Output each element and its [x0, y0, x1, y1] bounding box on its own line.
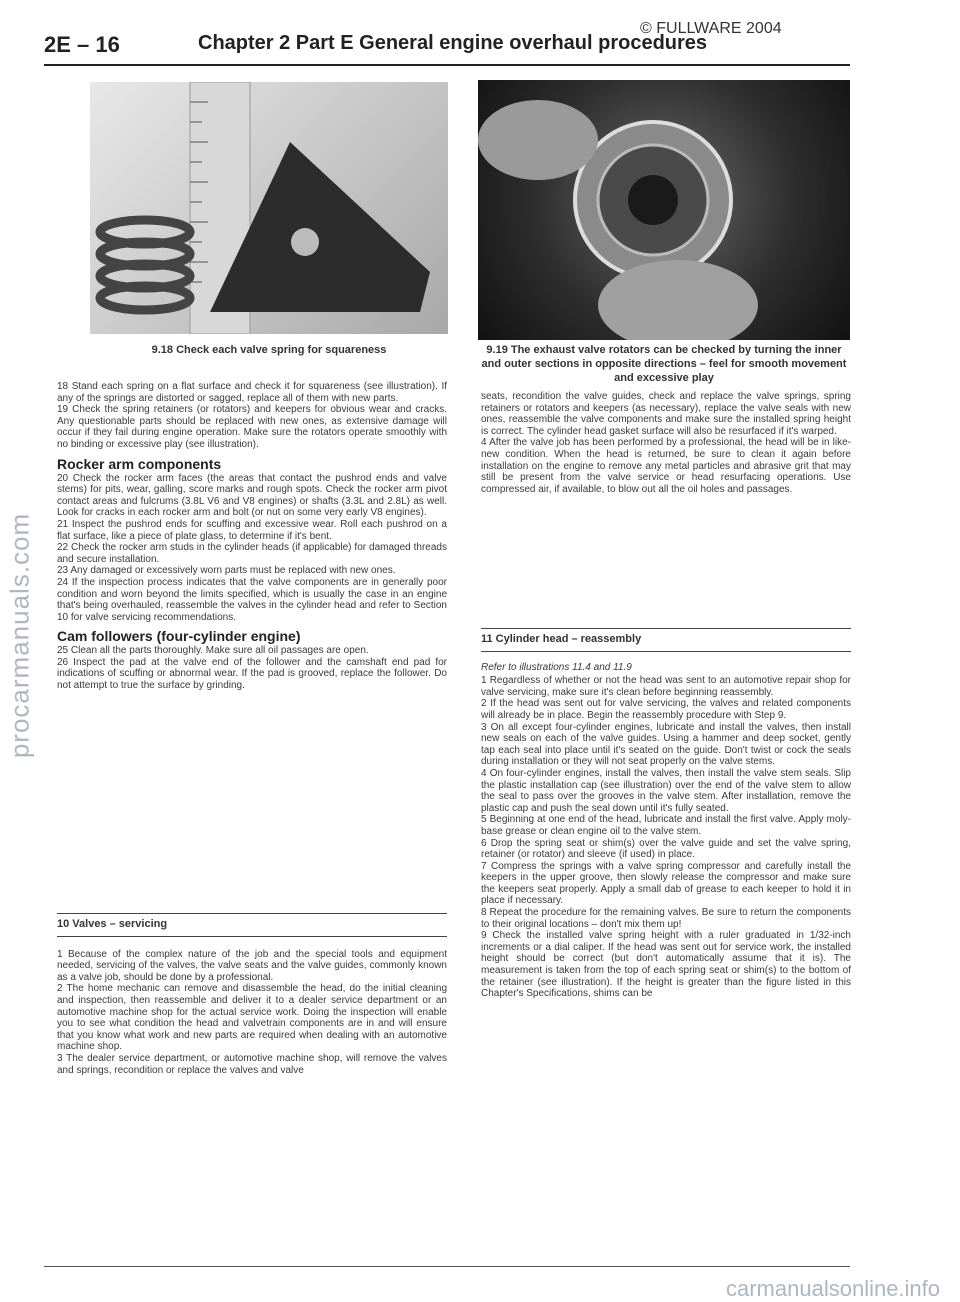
paragraph-18: 18 Stand each spring on a flat surface and check it for squareness (see illustration). If any of the springs are distorted or sagged, replace all of them with new parts.: [57, 381, 447, 404]
right-text-column: [481, 391, 851, 495]
section-11-paragraph-8: 8 Repeat the procedure for the remaining valves. Be sure to return the components to their original locations – don't mix them up!: [481, 907, 851, 930]
paragraph-22: 22 Check the rocker arm studs in the cylinder heads (if applicable) for damaged threads and secure installation.: [57, 542, 447, 565]
chapter-title: Chapter 2 Part E General engine overhaul procedures: [198, 32, 708, 54]
valve-rotator-illustration: [478, 80, 850, 340]
section-11-block: [481, 628, 851, 1000]
heading-rocker-arm-components: Rocker arm components: [57, 455, 222, 472]
section-10-continuation: seats, recondition the valve guides, check and replace the valve springs, spring retainers or rotators and keepers (as necessary), replace the valve seals with new ones, reassemble the valve components and make sure the installed spring height is correct. The cylinder head gasket surface will also be resurfaced if it's warped.: [481, 391, 851, 437]
section-10-block: [57, 913, 447, 1076]
copyright-notice: © FULLWARE 2004: [640, 20, 782, 37]
section-11-paragraph-5: 5 Beginning at one end of the head, lubricate and install the first valve. Apply moly-base grease or clean engine oil to the valve stem.: [481, 814, 851, 837]
paragraph-25: 25 Clean all the parts thoroughly. Make sure all oil passages are open.: [57, 645, 369, 657]
paragraph-24: 24 If the inspection process indicates that the valve components are in generally poor condition and worn beyond the limits specified, which is usually the case in an engine that's being overhauled, reassemble the valves in the cylinder head and refer to Section 10 for valve servicing recommendations.: [57, 576, 447, 623]
left-text-column: [57, 381, 447, 692]
section-10-heading: 10 Valves – servicing: [57, 913, 447, 937]
footer-watermark: carmanualsonline.info: [726, 1276, 941, 1301]
section-11-heading: 11 Cylinder head – reassembly: [481, 628, 851, 652]
section-11-paragraph-9: 9 Check the installed valve spring height with a ruler graduated in 1/32-inch increments or a dial caliper. If the head was sent out for service work, the installed height should be correct (but don't automatically assume that it is). The measurement is taken from the top of each spring seat or shim(s) to the bottom of the retainer (see illustration). If the height is greater than the figure listed in this Chapter's Specifications, shims can be: [481, 930, 851, 1000]
footer-rule: [44, 1266, 850, 1267]
section-10-paragraph-3: 3 The dealer service department, or automotive machine shop, will remove the valves and springs, recondition or replace the valves and valve: [57, 1052, 447, 1076]
valve-spring-squareness-photo: [90, 82, 448, 334]
section-10-paragraph-1: 1 Because of the complex nature of the job and the special tools and equipment needed, servicing of the valves, the valve seats and the valve guides, commonly known as a valve job, should be done by a professional.: [57, 948, 447, 983]
paragraph-19: 19 Check the spring retainers (or rotators) and keepers for obvious wear and cracks. Any questionable parts should be replaced with new ones, as extensive damage will occur if they fail during engine operation. Make sure the rotators operate smoothly with no binding or excessive play (see illustration).: [57, 404, 447, 450]
valve-rotator-photo: [478, 80, 850, 340]
section-11-paragraph-2: 2 If the head was sent out for valve servicing, the valves and related components will already be in place. Begin the reassembly procedure with Step 9.: [481, 698, 851, 721]
section-10-paragraph-2: 2 The home mechanic can remove and disassemble the head, do the initial cleaning and inspection, then reassemble and deliver it to a dealer service department or an automotive machine shop for the actual service work. Doing the inspection will enable you to see what condition the head and valvetrain components are in and will ensure that you know what work and new parts are required when dealing with an automotive machine shop.: [57, 983, 447, 1053]
heading-cam-followers: Cam followers (four-cylinder engine): [57, 628, 301, 645]
section-10-paragraph-4: 4 After the valve job has been performed by a professional, the head will be in like-new condition. When the head is returned, be sure to clean it again before installation on the engine to remove any metal particles and abrasive grit that may still be present from the valve service or head resurfacing operations. Use compressed air, if available, to blow out all the oil holes and passages.: [481, 437, 851, 495]
illustration-reference: Refer to illustrations 11.4 and 11.9: [481, 661, 632, 673]
section-11-paragraph-6: 6 Drop the spring seat or shim(s) over the valve guide and set the valve spring, retainer (or rotator) and sleeve (if used) in place.: [481, 837, 851, 861]
side-watermark: procarmanuals.com: [4, 512, 35, 759]
valve-spring-squareness-illustration: [90, 82, 448, 334]
paragraph-26: 26 Inspect the pad at the valve end of the follower and the camshaft end pad for indications of scuffing or abnormal wear. If the pad is grooved, replace the follower. Do not attempt to true the surface by grinding.: [57, 656, 447, 692]
paragraph-21: 21 Inspect the pushrod ends for scuffing and excessive wear. Roll each pushrod on a flat surface, like a piece of plate glass, to determine if it's bent.: [57, 518, 447, 542]
header-rule: [44, 64, 850, 66]
figure-caption-9-19: 9.19 The exhaust valve rotators can be checked by turning the inner and outer sections in opposite directions – feel for smooth movement and excessive play: [481, 344, 847, 384]
paragraph-20: 20 Check the rocker arm faces (the areas that contact the pushrod ends and valve stems) for pits, wear, galling, score marks and rough spots. Check the rocker arm pivot contact areas and fulcrums (3.8L V6 and V8 engines) or shafts (3.3L and 2.8L) as well. Look for cracks in each rocker arm and bolt (or nut on some very early V8 engines).: [57, 472, 447, 519]
paragraph-23: 23 Any damaged or excessively worn parts must be replaced with new ones.: [57, 565, 396, 577]
figure-caption-9-18: 9.18 Check each valve spring for squareness: [151, 344, 387, 356]
section-11-paragraph-4: 4 On four-cylinder engines, install the valves, then install the valve stem seals. Slip the plastic installation cap (see illustration) over the end of the valve stem to allow the seal to pass over the grooves in the valve stem. After installation, remove the plastic cap and push the seal down until it's fully seated.: [481, 767, 851, 814]
section-11-paragraph-3: 3 On all except four-cylinder engines, lubricate and install the valves, then install new seals on each of the valve guides. Using a hammer and deep socket, gently tap each seal into place until it's seated on the guide. Don't twist or cock the seals during installation or they will not seat properly on the valve stems.: [481, 721, 851, 768]
page-number: 2E – 16: [44, 32, 120, 57]
section-11-paragraph-7: 7 Compress the springs with a valve spring compressor and carefully install the keepers in the upper groove, then slowly release the compressor and make sure the keepers seat properly. Apply a small dab of grease to each keeper to hold it in place if necessary.: [481, 860, 851, 907]
section-11-paragraph-1: 1 Regardless of whether or not the head was sent to an automotive repair shop for valve servicing, make sure it's clean before beginning reassembly.: [481, 675, 851, 698]
